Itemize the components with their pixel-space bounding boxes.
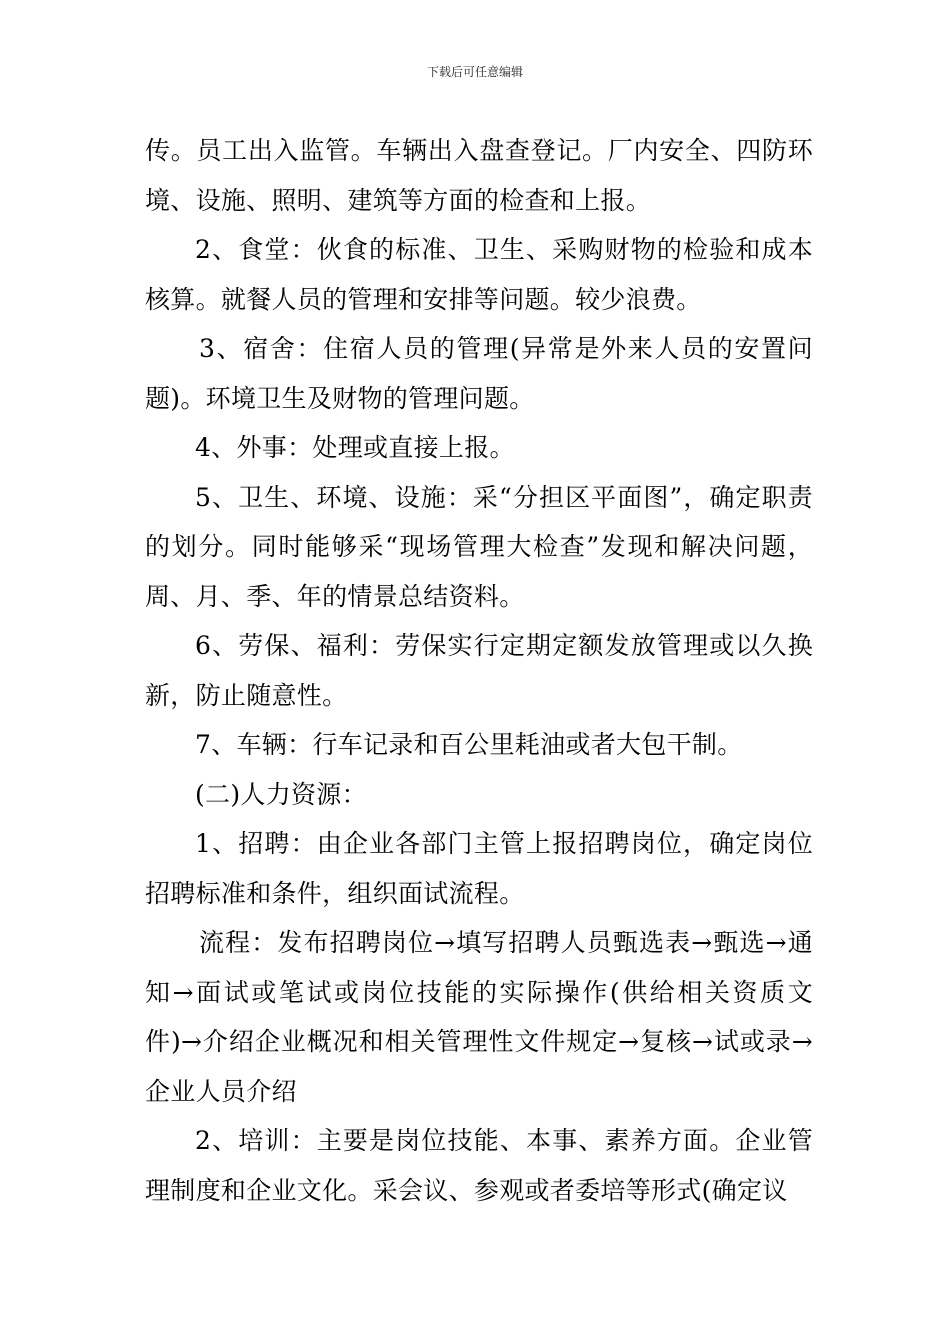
paragraph-dormitory: 3、宿舍：住宿人员的管理(异常是外来人员的安置问题)。环境卫生及财物的管理问题。 xyxy=(145,334,813,413)
paragraph-canteen: 2、食堂：伙食的标准、卫生、采购财物的检验和成本核算。就餐人员的管理和安排等问题。较少浪费。 xyxy=(145,235,813,314)
paragraph-security-continued: 传。员工出入监管。车辆出入盘查登记。厂内安全、四防环境、设施、照明、建筑等方面的检查和上报。 xyxy=(145,136,813,215)
document-body xyxy=(145,126,813,1215)
paragraph-recruitment-process: 流程：发布招聘岗位→填写招聘人员甄选表→甄选→通知→面试或笔试或岗位技能的实际操作(供给相关资质文件)→介绍企业概况和相关管理性文件规定→复核→试或录→企业人员介绍 xyxy=(145,928,813,1106)
paragraph-external-affairs: 4、外事：处理或直接上报。 xyxy=(195,433,515,462)
paragraph-training: 2、培训：主要是岗位技能、本事、素养方面。企业管理制度和企业文化。采会议、参观或者委培等形式(确定议 xyxy=(145,1126,813,1205)
paragraph-labor-welfare: 6、劳保、福利：劳保实行定期定额发放管理或以久换新，防止随意性。 xyxy=(145,631,813,710)
paragraph-hygiene-environment: 5、卫生、环境、设施：采“分担区平面图”，确定职责的划分。同时能够采“现场管理大检查”发现和解决问题，周、月、季、年的情景总结资料。 xyxy=(145,482,813,611)
paragraph-recruitment: 1、招聘：由企业各部门主管上报招聘岗位，确定岗位招聘标准和条件，组织面试流程。 xyxy=(145,829,813,908)
paragraph-vehicles: 7、车辆：行车记录和百公里耗油或者大包干制。 xyxy=(195,730,743,759)
page-header: 下载后可任意编辑 xyxy=(426,65,523,79)
section-heading-human-resources: (二)人力资源： xyxy=(195,779,367,809)
